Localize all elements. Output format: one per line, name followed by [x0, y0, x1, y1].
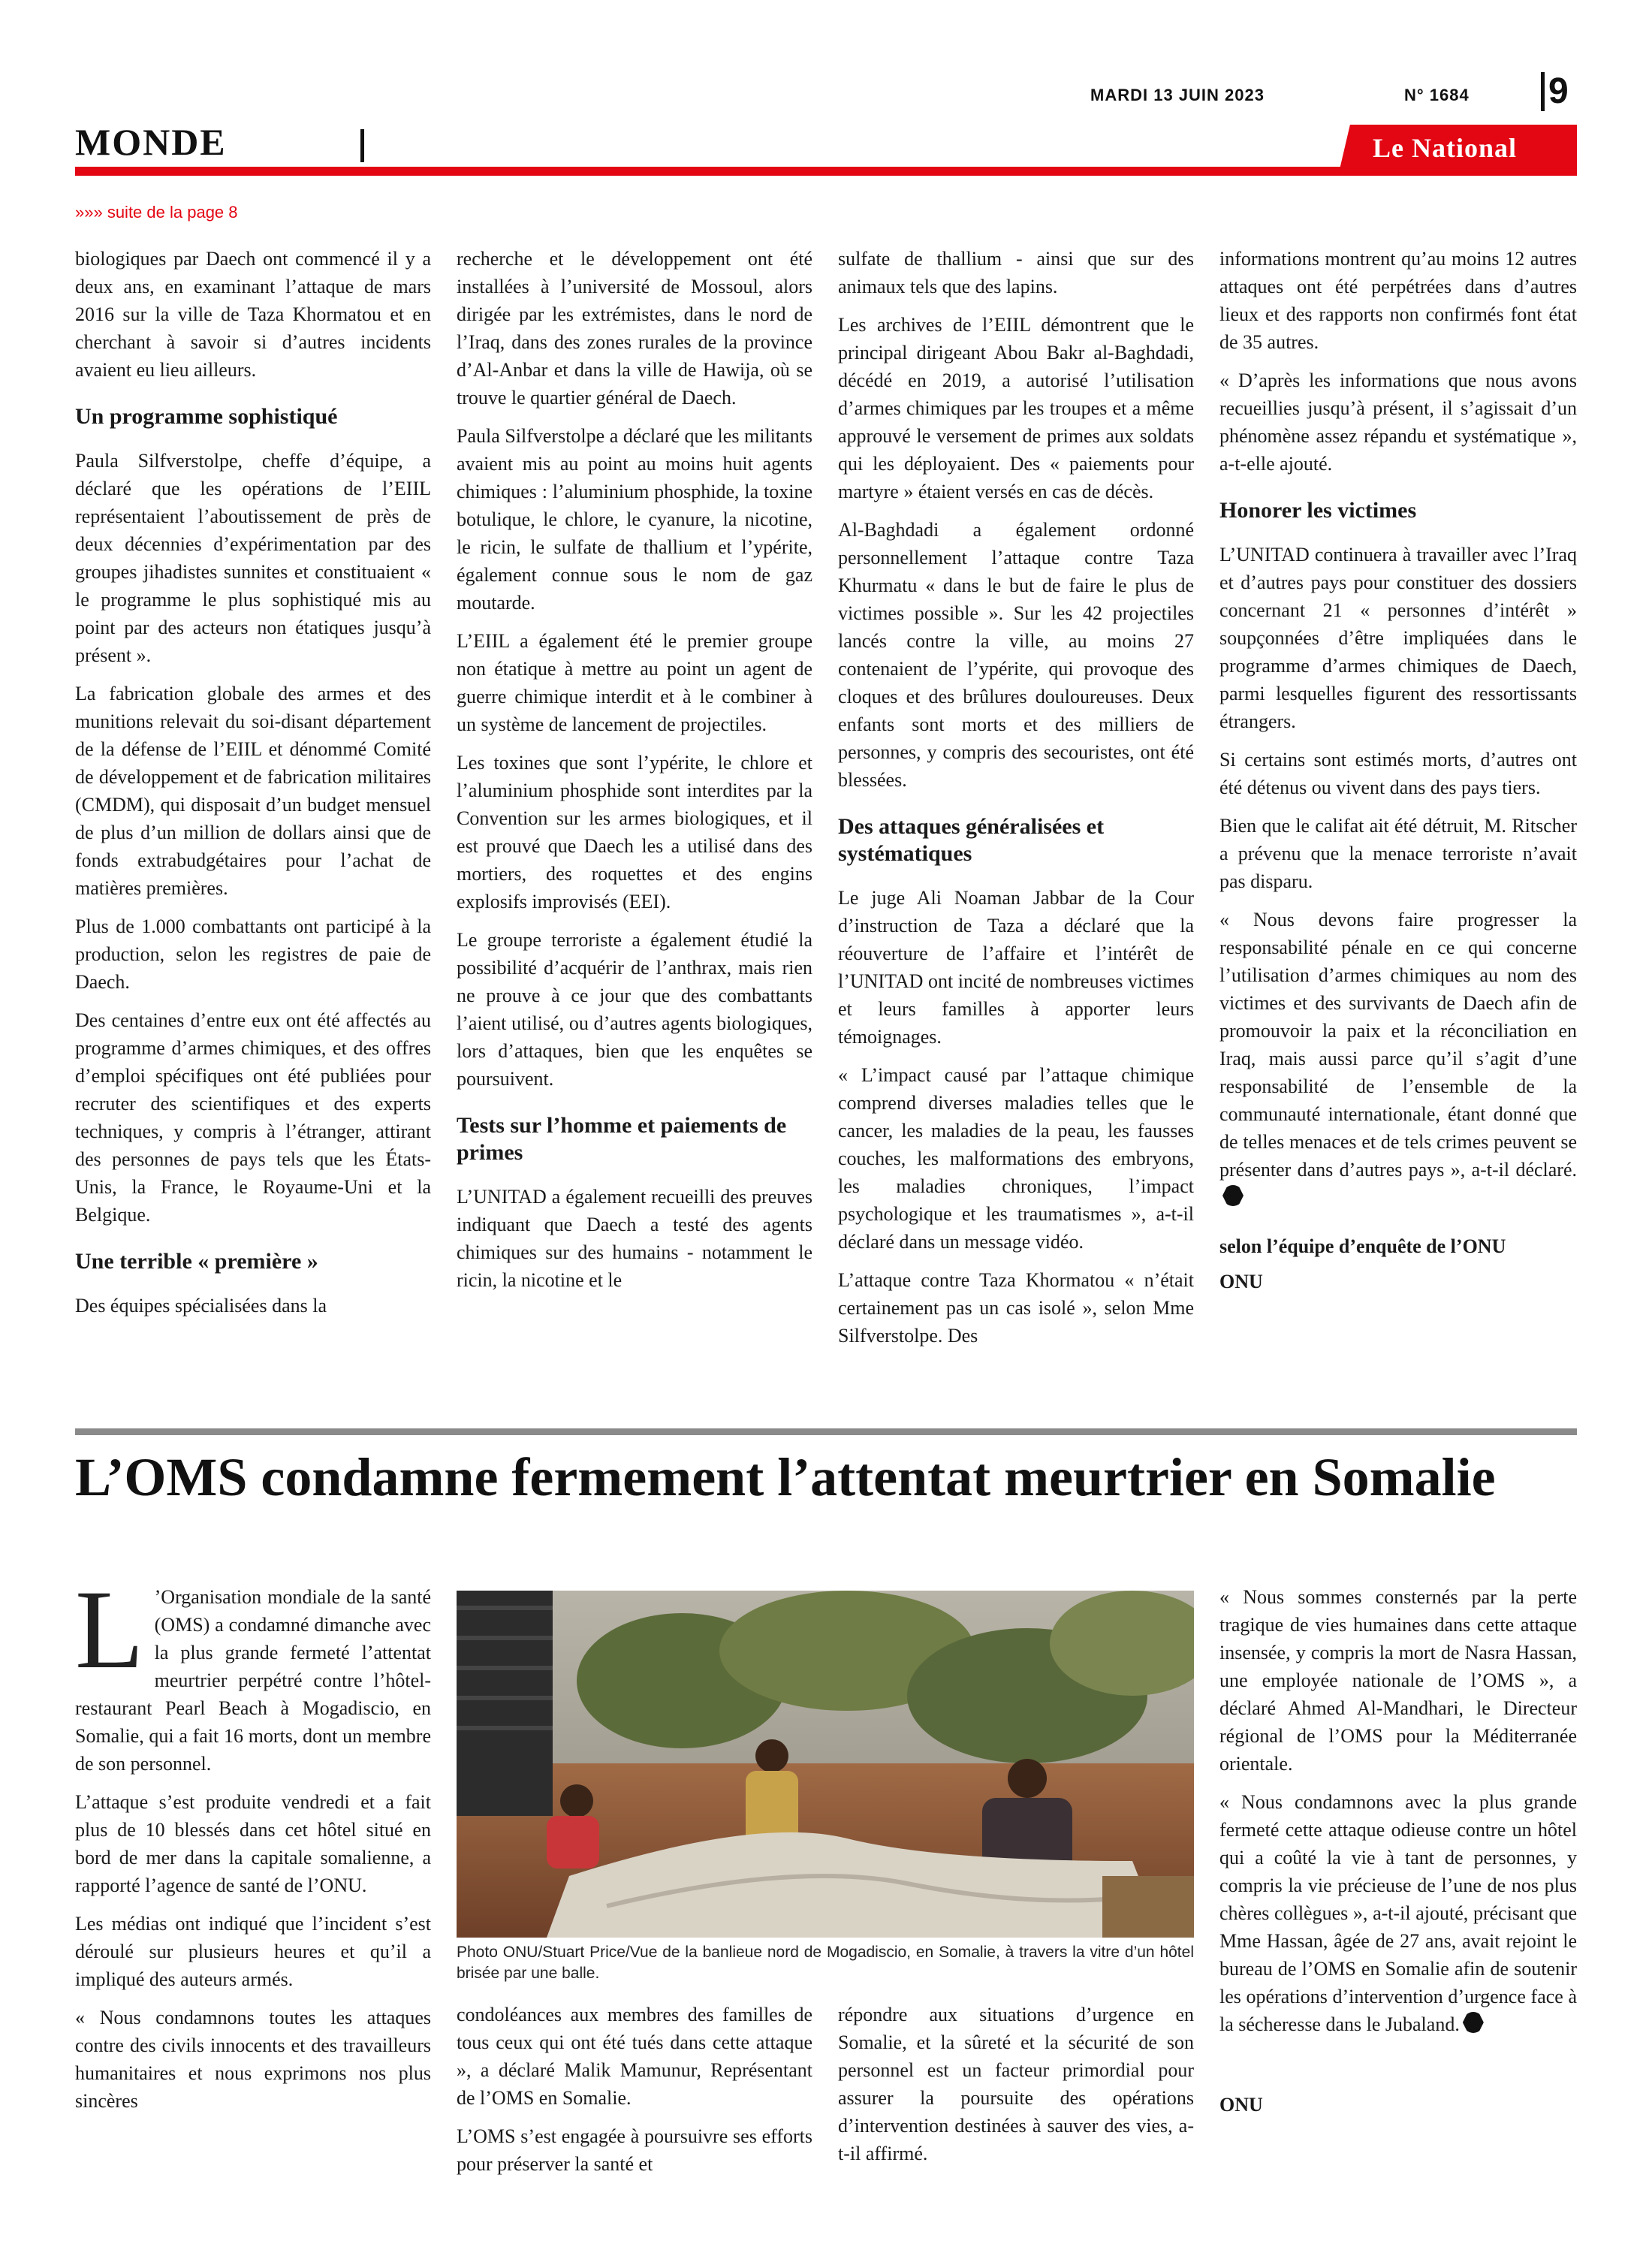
paragraph: biologiques par Daech ont commencé il y a deux ans, en examinant l’attaque de mars 2016 sur la ville de Taza Khormatou et en cherchant à savoir si d’autres incidents avaient eu lieu ailleurs. — [75, 248, 431, 381]
paragraph: Les toxines que sont l’ypérite, le chlore et l’aluminium phosphide sont interdites par la Convention sur les armes biologiques, et il est prouvé que Daech les a utilisé dans des mortiers, des roquettes et des engins explosifs improvisés (EEI). — [457, 752, 812, 912]
paragraph: informations montrent qu’au moins 12 autres attaques ont été perpétrées dans d’autres lieux et des rapports non confirmés font état de 35 autres. — [1219, 248, 1577, 353]
drop-cap: L — [75, 1567, 144, 1692]
subheading: Tests sur l’homme et paiements de primes — [457, 1113, 787, 1165]
paragraph: « Nous sommes consternés par la perte tragique de vies humaines dans cette attaque insensée, y compris la mort de Nasra Hassan, une employée nationale de l’OMS », a déclaré Ahmed Al-Mandhari, le Directeur régional de l’OMS pour la Méditerranée orientale. — [1219, 1586, 1577, 1775]
article2-column-3 — [838, 2001, 1194, 2178]
article2-headline: L’OMS condamne fermement l’attentat meurtrier en Somalie — [75, 1447, 1496, 1507]
article1-column-3 — [838, 245, 1194, 1360]
photo-caption: Photo ONU/Stuart Price/Vue de la banlieue nord de Mogadiscio, en Somalie, à travers la vitre d’un hôtel brisée par une balle. — [457, 1944, 1194, 1982]
paragraph: « L’impact causé par l’attaque chimique comprend diverses maladies telles que le cancer, les maladies de la peau, les fausses couches, les malformations des embryons, les maladies chroniques, l’impact psychologique et les traumatismes », a-t-il déclaré dans un message vidéo. — [838, 1064, 1194, 1253]
paragraph: Bien que le califat ait été détruit, M. Ritscher a prévenu que la menace terroriste n’avait pas disparu. — [1219, 815, 1577, 892]
subheading: Des attaques généralisées et systématiques — [838, 814, 1105, 866]
paragraph: L’OMS s’est engagée à poursuivre ses efforts pour préserver la santé et — [457, 2125, 812, 2175]
brand-name: Le National — [1373, 133, 1518, 163]
photo-illustration — [457, 1591, 1194, 1938]
continued-from: »»» suite de la page 8 — [75, 203, 238, 222]
page-number: 9 — [1548, 71, 1569, 111]
paragraph: Les archives de l’EIIL démontrent que le principal dirigeant Abou Bakr al-Baghdadi, décédé en 2019, a autorisé l’utilisation d’armes chimiques par les troupes et a même approuvé le versement de primes aux soldats qui les déployaient. Des « paiements pour martyre » étaient versés en cas de décès. — [838, 314, 1194, 502]
paragraph — [75, 1567, 431, 1778]
paragraph: L’attaque contre Taza Khormatou « n’était certainement pas un cas isolé », selon Mme Silfverstolpe. Des — [838, 1269, 1194, 1347]
paragraph-text: ’Organisation mondiale de la santé (OMS) a condamné dimanche avec la plus grande fermeté l’attentat meurtrier perpétré contre l’hôtel-restaurant Pearl Beach à Mogadiscio, en Somalie, qui a fait 16 morts, dont un membre de son personnel. — [75, 1586, 431, 1775]
paragraph: Des centaines d’entre eux ont été affectés au programme d’armes chimiques, et des offres d’emploi spécifiques ont été publiées pour recruter des scientifiques et des experts techniques, y compris à l’étranger, attirant des personnes de pays tels que les États-Unis, la France, le Royaume-Uni et la Belgique. — [75, 1009, 431, 1226]
article1-column-4 — [1219, 245, 1577, 1295]
article2-column-4 — [1219, 1583, 1577, 2119]
subheading: Une terrible « première » — [75, 1249, 318, 1274]
paragraph: sulfate de thallium - ainsi que sur des animaux tels que des lapins. — [838, 248, 1194, 297]
paragraph: Si certains sont estimés morts, d’autres ont été détenus ou vivent dans des pays tiers. — [1219, 749, 1577, 798]
paragraph: « Nous condamnons toutes les attaques contre des civils innocents et des travailleurs humanitaires et nous exprimons nos plus sincères — [75, 2007, 431, 2112]
paragraph — [1219, 1788, 1577, 2038]
end-of-article-icon — [1463, 2012, 1484, 2033]
article2-column-1 — [75, 1567, 431, 2125]
article-photo — [457, 1591, 1194, 1938]
paragraph: Paula Silfverstolpe, cheffe d’équipe, a déclaré que les opérations de l’EIIL représentaient l’aboutissement de près de deux décennies d’expérimentation par des groupes jihadistes sunnites et constituaient « le programme le plus sophistiqué mis au point par des acteurs non étatiques jusqu’à présent ». — [75, 450, 431, 666]
paragraph: condoléances aux membres des familles de tous ceux qui ont été tués dans cette attaque », a déclaré Malik Mamunur, Représentant de l’OMS en Somalie. — [457, 2004, 812, 2109]
paragraph: L’UNITAD a également recueilli des preuves indiquant que Daech a testé des agents chimiques sur des humains - notamment le ricin, la nicotine et le — [457, 1186, 812, 1291]
article2-column-2 — [457, 2001, 812, 2188]
paragraph: « D’après les informations que nous avons recueillies jusqu’à présent, il s’agissait d’un phénomène assez répandu et systématique », a-t-elle ajouté. — [1219, 369, 1577, 475]
section-title: MONDE — [75, 121, 227, 163]
article1-column-2 — [457, 245, 812, 1304]
issue-date: MARDI 13 JUIN 2023 — [1090, 86, 1265, 104]
paragraph: Paula Silfverstolpe a déclaré que les militants avaient mis au point au moins huit agents chimiques : l’aluminium phosphide, la toxine botulique, le chlore, le cyanure, la nicotine, le ricin, le sulfate de thallium et l’ypérite, également connue sous le nom de gaz moutarde. — [457, 425, 812, 614]
article-credit: selon l’équipe d’enquête de l’ONU — [1219, 1235, 1506, 1257]
paragraph: Les médias ont indiqué que l’incident s’est déroulé sur plusieurs heures et qu’il a impliqué des auteurs armés. — [75, 1913, 431, 1990]
page-number-divider — [1541, 72, 1545, 111]
paragraph: L’attaque s’est produite vendredi et a fait plus de 10 blessés dans cet hôtel situé en bord de mer dans la capitale somalienne, a rapporté l’agence de santé de l’ONU. — [75, 1791, 431, 1896]
issue-number: N° 1684 — [1404, 86, 1470, 104]
paragraph-text: « Nous condamnons avec la plus grande fermeté cette attaque odieuse contre un hôtel qui a coûté la vie à tant de personnes, y compris la vie précieuse de l’une de nos plus chères collègues », a-t-il ajouté, précisant que Mme Hassan, âgée de 27 ans, avait rejoint le bureau de l’OMS en Somalie afin de soutenir les opérations d’intervention d’urgence face à la sécheresse dans le Jubaland. — [1219, 1791, 1577, 2035]
paragraph: Le groupe terroriste a également étudié la possibilité d’acquérir de l’anthrax, mais rien ne prouve à ce jour que des combattants l’aient utilisé, ou d’autres agents biologiques, lors d’attaques, bien que les enquêtes se poursuivent. — [457, 929, 812, 1090]
paragraph: L’EIIL a également été le premier groupe non étatique à mettre au point un agent de guerre chimique interdit et à le combiner à un système de lancement de projectiles. — [457, 630, 812, 735]
article-divider — [75, 1428, 1577, 1435]
paragraph: Des équipes spécialisées dans la — [75, 1295, 327, 1317]
paragraph: répondre aux situations d’urgence en Somalie, et la sûreté et la sécurité de son personnel est un facteur primordial pour assurer la poursuite des opérations d’intervention destinées à sauver des vies, a-t-il affirmé. — [838, 2004, 1194, 2164]
end-of-article-icon — [1222, 1185, 1244, 1206]
paragraph: Al-Baghdadi a également ordonné personnellement l’attaque contre Taza Khurmatu « dans le but de faire le plus de victimes possible ». Sur les 42 projectiles lancés contre la ville, au moins 27 contenaient de l’ypérite, qui provoque des cloques et des brûlures douloureuses. Deux enfants sont morts et des milliers de personnes, y compris des secouristes, ont été blessées. — [838, 519, 1194, 791]
subheading: Un programme sophistiqué — [75, 404, 338, 429]
paragraph-text: « Nous devons faire progresser la responsabilité pénale en ce qui concerne l’utilisation d’armes chimiques au nom des victimes et des survivants de Daech afin de promouvoir la paix et la réconciliation en Iraq, mais aussi parce qu’il s’agit d’une responsabilité de l’ensemble de la communauté internationale, étant donné que de telles menaces et de tels crimes peuvent se présenter dans d’autres pays », a-t-il déclaré. — [1219, 909, 1577, 1181]
paragraph: Plus de 1.000 combattants ont participé à la production, selon les registres de paie de Daech. — [75, 915, 431, 993]
paragraph: recherche et le développement ont été installées à l’université de Mossoul, alors dirigée par les extrémistes, dans le nord de l’Iraq, dans des zones rurales de la province d’Al-Anbar et dans la ville de Hawija, où se trouve le quartier général de Daech. — [457, 248, 812, 409]
paragraph — [1219, 906, 1577, 1211]
article1-column-1 — [75, 245, 431, 1330]
article-source: ONU — [1219, 1271, 1263, 1292]
paragraph: La fabrication globale des armes et des munitions relevait du soi-disant département de la défense de l’EIIL et dénommé Comité de développement et de fabrication militaires (CMDM), qui disposait d’un budget mensuel de plus d’un million de dollars ainsi que de fonds extrabudgétaires pour l’achat de matières premières. — [75, 683, 431, 899]
section-divider — [360, 129, 364, 162]
paragraph: L’UNITAD continuera à travailler avec l’Iraq et d’autres pays pour constituer des dossiers concernant 21 « personnes d’intérêt » soupçonnées d’être impliquées dans le programme d’armes chimiques de Daech, parmi lesquelles figurent des ressortissants étrangers. — [1219, 544, 1577, 732]
subheading: Honorer les victimes — [1219, 498, 1417, 523]
article-source: ONU — [1219, 2094, 1263, 2116]
paragraph: Le juge Ali Noaman Jabbar de la Cour d’instruction de Taza a déclaré que la réouverture de l’affaire et l’intérêt de l’UNITAD ont incité de nombreuses victimes et leurs familles à apporter leurs témoignages. — [838, 887, 1194, 1048]
